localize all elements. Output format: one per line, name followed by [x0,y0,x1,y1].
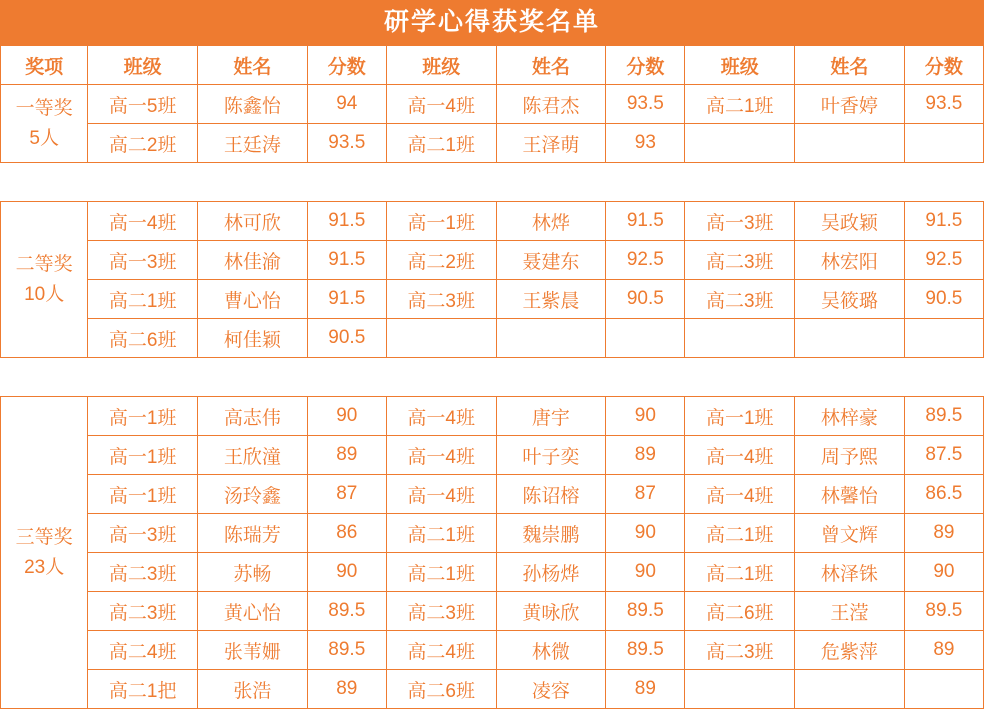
cell-class: 高二1班 [685,85,795,124]
cell-name: 王滢 [795,592,905,631]
header-name-3: 姓名 [795,46,905,85]
cell-name: 王紫晨 [496,280,606,319]
cell-class: 高一4班 [685,475,795,514]
table-row [1,280,984,319]
cell-class: 高一1班 [88,475,198,514]
cell-score: 91.5 [606,202,685,241]
cell-class: 高一3班 [88,241,198,280]
cell-name: 吴筱璐 [795,280,905,319]
cell-score: 86.5 [904,475,983,514]
cell-score: 89.5 [606,631,685,670]
cell-empty [685,670,795,709]
cell-class: 高一4班 [386,397,496,436]
cell-class: 高二6班 [386,670,496,709]
cell-name: 林佳渝 [198,241,308,280]
cell-score: 90 [606,553,685,592]
cell-name: 黄心怡 [198,592,308,631]
cell-empty [685,319,795,358]
cell-class: 高二1把 [88,670,198,709]
cell-name: 黄咏欣 [496,592,606,631]
cell-empty [685,124,795,163]
award-label-second-line1: 二等奖 [15,254,73,276]
header-class-2: 班级 [386,46,496,85]
cell-class: 高二1班 [88,280,198,319]
cell-name: 王欣潼 [198,436,308,475]
cell-name: 孙杨烨 [496,553,606,592]
cell-score: 89 [307,670,386,709]
cell-score: 90 [904,553,983,592]
cell-class: 高一4班 [386,475,496,514]
cell-class: 高二3班 [685,241,795,280]
cell-score: 90.5 [606,280,685,319]
cell-score: 90.5 [307,319,386,358]
award-label-third-line1: 三等奖 [15,527,73,549]
cell-name: 魏崇鹏 [496,514,606,553]
cell-name: 唐宇 [496,397,606,436]
cell-class: 高一1班 [685,397,795,436]
cell-name: 林馨怡 [795,475,905,514]
cell-empty [795,124,905,163]
cell-class: 高二3班 [685,280,795,319]
page-title: 研学心得获奖名单 [0,0,984,45]
cell-name: 陈君杰 [496,85,606,124]
header-name-1: 姓名 [198,46,308,85]
cell-score: 91.5 [307,241,386,280]
cell-class: 高一3班 [685,202,795,241]
table-row [1,241,984,280]
table-row [1,553,984,592]
cell-name: 张浩 [198,670,308,709]
table-row [1,319,984,358]
cell-score: 92.5 [904,241,983,280]
cell-score: 89.5 [904,397,983,436]
table-row [1,631,984,670]
section-spacer-cell [1,358,984,397]
award-label-second-line2: 10人 [24,283,65,305]
table-row [1,514,984,553]
award-label-third-line2: 23人 [24,556,65,578]
cell-name: 吴政颖 [795,202,905,241]
cell-score: 94 [307,85,386,124]
cell-class: 高二1班 [685,553,795,592]
cell-empty [795,670,905,709]
cell-name: 林烨 [496,202,606,241]
cell-name: 曹心怡 [198,280,308,319]
award-label-third [1,397,88,709]
cell-score: 90 [606,397,685,436]
cell-score: 87.5 [904,436,983,475]
header-class-1: 班级 [88,46,198,85]
cell-class: 高一1班 [88,436,198,475]
cell-score: 89.5 [606,592,685,631]
cell-class: 高二4班 [88,631,198,670]
table-row [1,436,984,475]
cell-empty [496,319,606,358]
cell-name: 陈鑫怡 [198,85,308,124]
header-score-2: 分数 [606,46,685,85]
cell-class: 高二3班 [88,553,198,592]
cell-score: 89 [307,436,386,475]
table-header-row [1,46,984,85]
cell-name: 柯佳颖 [198,319,308,358]
table-row [1,202,984,241]
cell-class: 高一3班 [88,514,198,553]
cell-class: 高二3班 [386,592,496,631]
cell-name: 苏畅 [198,553,308,592]
table-row [1,475,984,514]
cell-class: 高一4班 [386,85,496,124]
header-award: 奖项 [1,46,88,85]
cell-class: 高二3班 [386,280,496,319]
cell-class: 高二2班 [88,124,198,163]
cell-empty [606,319,685,358]
cell-score: 93.5 [307,124,386,163]
table-row [1,124,984,163]
cell-score: 93.5 [904,85,983,124]
cell-name: 林微 [496,631,606,670]
header-score-1: 分数 [307,46,386,85]
award-table-body [1,46,984,709]
cell-score: 90 [606,514,685,553]
cell-score: 89 [606,670,685,709]
cell-score: 92.5 [606,241,685,280]
cell-score: 91.5 [307,280,386,319]
cell-class: 高二6班 [88,319,198,358]
cell-class: 高二1班 [386,124,496,163]
cell-name: 聂建东 [496,241,606,280]
cell-class: 高二4班 [386,631,496,670]
award-label-first-line1: 一等奖 [15,98,73,120]
cell-name: 林梓豪 [795,397,905,436]
table-row [1,85,984,124]
cell-score: 91.5 [307,202,386,241]
table-row [1,670,984,709]
cell-score: 90.5 [904,280,983,319]
cell-score: 89.5 [307,631,386,670]
cell-name: 林可欣 [198,202,308,241]
cell-score: 93.5 [606,85,685,124]
cell-score: 89.5 [307,592,386,631]
cell-name: 陈诏榕 [496,475,606,514]
cell-empty [386,319,496,358]
cell-class: 高一4班 [88,202,198,241]
cell-name: 汤玲鑫 [198,475,308,514]
cell-name: 王廷涛 [198,124,308,163]
cell-class: 高一1班 [88,397,198,436]
cell-name: 张苇姗 [198,631,308,670]
section-spacer-cell [1,163,984,202]
cell-class: 高二1班 [386,553,496,592]
cell-class: 高二1班 [685,514,795,553]
cell-name: 危紫萍 [795,631,905,670]
cell-class: 高一4班 [685,436,795,475]
cell-score: 90 [307,397,386,436]
cell-score: 89 [606,436,685,475]
table-row [1,592,984,631]
cell-name: 曾文辉 [795,514,905,553]
cell-class: 高一5班 [88,85,198,124]
cell-empty [904,670,983,709]
cell-score: 89 [904,514,983,553]
header-class-3: 班级 [685,46,795,85]
award-table [0,45,984,709]
table-row [1,397,984,436]
cell-score: 91.5 [904,202,983,241]
cell-empty [904,124,983,163]
cell-score: 87 [307,475,386,514]
cell-name: 林宏阳 [795,241,905,280]
cell-name: 凌容 [496,670,606,709]
cell-score: 87 [606,475,685,514]
cell-name: 周予熙 [795,436,905,475]
award-label-first-line2: 5人 [29,127,59,149]
cell-score: 89.5 [904,592,983,631]
header-name-2: 姓名 [496,46,606,85]
cell-empty [904,319,983,358]
section-spacer [1,163,984,202]
cell-score: 90 [307,553,386,592]
header-score-3: 分数 [904,46,983,85]
award-label-second [1,202,88,358]
cell-class: 高二3班 [88,592,198,631]
cell-score: 89 [904,631,983,670]
cell-class: 高二6班 [685,592,795,631]
cell-score: 86 [307,514,386,553]
award-label-first [1,85,88,163]
cell-name: 王泽萌 [496,124,606,163]
cell-name: 林泽铢 [795,553,905,592]
cell-score: 93 [606,124,685,163]
cell-class: 高二3班 [685,631,795,670]
section-spacer [1,358,984,397]
cell-class: 高二2班 [386,241,496,280]
cell-name: 叶香婷 [795,85,905,124]
cell-name: 陈瑞芳 [198,514,308,553]
cell-class: 高一4班 [386,436,496,475]
cell-name: 高志伟 [198,397,308,436]
cell-class: 高二1班 [386,514,496,553]
cell-class: 高一1班 [386,202,496,241]
cell-empty [795,319,905,358]
cell-name: 叶子奕 [496,436,606,475]
